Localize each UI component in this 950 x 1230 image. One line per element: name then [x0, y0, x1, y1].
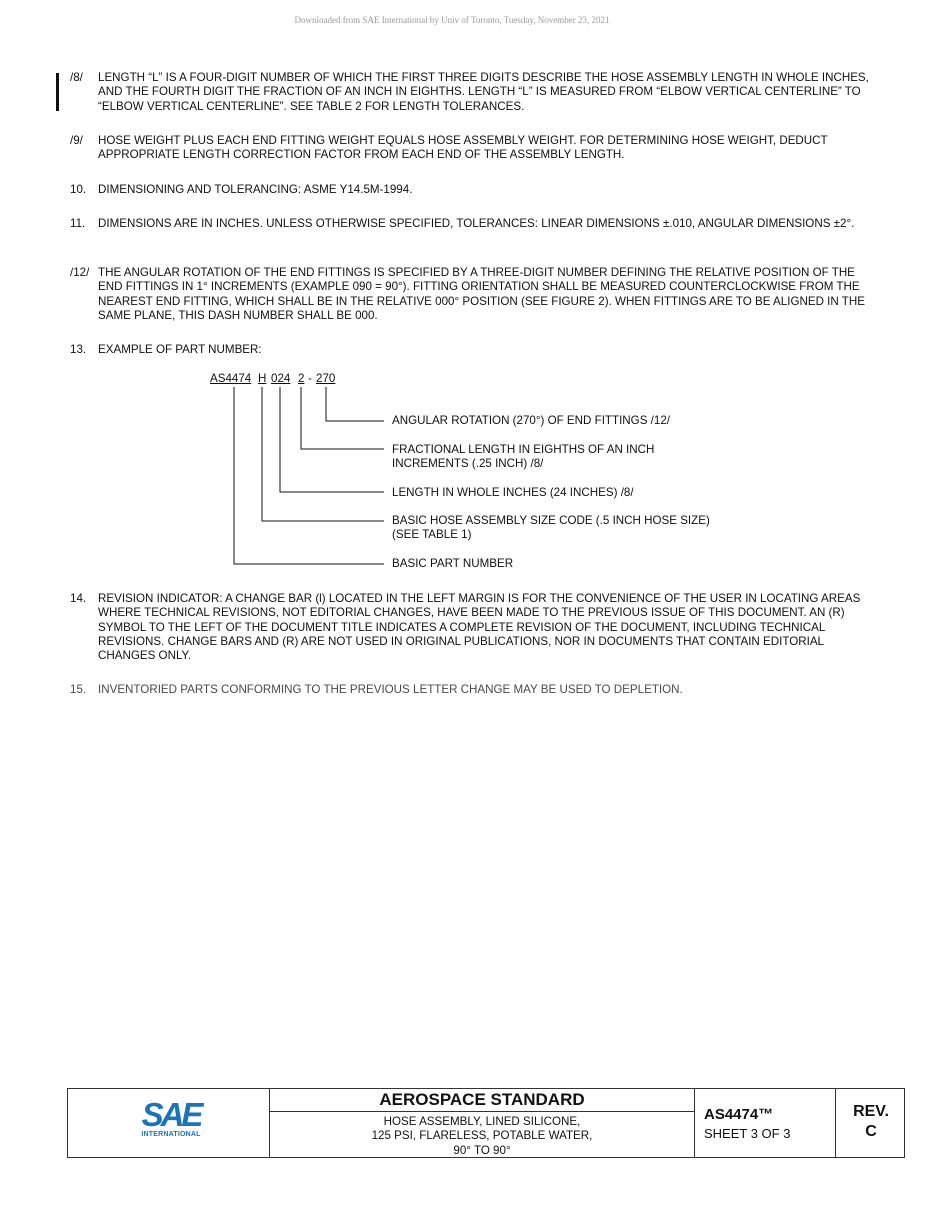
title-block-number-cell: [695, 1089, 836, 1157]
callout-fraction: [392, 443, 654, 472]
standard-heading: AEROSPACE STANDARD: [270, 1089, 694, 1112]
note-text: DIMENSIONS ARE IN INCHES. UNLESS OTHERWISE SPECIFIED, TOLERANCES: LINEAR DIMENSIONS ±.010, ANGULAR DIMENSIONS ±2°.: [98, 217, 855, 230]
sae-logo: [136, 1096, 206, 1145]
sae-logo-letters: SAE: [141, 1096, 201, 1133]
note-text: DIMENSIONING AND TOLERANCING: ASME Y14.5M-1994.: [98, 183, 413, 196]
callout-rotation: ANGULAR ROTATION (270°) OF END FITTINGS /12/: [392, 414, 670, 427]
pn-fraction: 2: [298, 372, 305, 385]
pn-size-code: H: [258, 372, 267, 385]
note-number: 15.: [70, 683, 87, 696]
pn-rotation: 270: [316, 372, 336, 385]
note-text: LENGTH “L” IS A FOUR-DIGIT NUMBER OF WHICH THE FIRST THREE DIGITS DESCRIBE THE HOSE ASSEMBLY LENGTH IN WHOLE INCHES, AND THE FOURTH DIGIT THE FRACTION OF AN INCH IN EIGHTHS. LENGTH “L” IS MEASURED FROM “ELBOW VERTICAL CENTERLINE” TO “ELBOW VERTICAL CENTERLINE”. SEE TABLE 2 FOR LENGTH TOLERANCES.: [98, 71, 869, 113]
title-block-rev-cell: [836, 1089, 906, 1157]
pn-base: AS4474: [210, 372, 252, 385]
document-subtitle: [270, 1112, 694, 1158]
note-text: EXAMPLE OF PART NUMBER:: [98, 343, 262, 356]
note-number: /12/: [70, 266, 90, 279]
sae-logo-subtitle: INTERNATIONAL: [141, 1131, 201, 1138]
title-block-logo-cell: [68, 1089, 270, 1157]
subtitle-line-2: 125 PSI, FLARELESS, POTABLE WATER,: [371, 1129, 593, 1143]
note-number: /9/: [70, 134, 83, 147]
revision-value: C: [865, 1123, 877, 1140]
note-number: 13.: [70, 343, 87, 356]
note-number: 14.: [70, 592, 87, 605]
note-text: HOSE WEIGHT PLUS EACH END FITTING WEIGHT EQUALS HOSE ASSEMBLY WEIGHT. FOR DETERMINING HOSE WEIGHT, DEDUCT APPROPRIATE LENGTH CORRECTION FACTOR FROM EACH END OF THE ASSEMBLY LENGTH.: [98, 134, 828, 162]
note-text: REVISION INDICATOR: A CHANGE BAR (l) LOCATED IN THE LEFT MARGIN IS FOR THE CONVENIENCE OF THE USER IN LOCATING AREAS WHERE TECHNICAL REVISIONS, NOT EDITORIAL CHANGES, HAVE BEEN MADE TO THE PREVIOUS ISSUE OF THIS DOCUMENT. AN (R) SYMBOL TO THE LEFT OF THE DOCUMENT TITLE INDICATES A COMPLETE REVISION OF THE DOCUMENT, INCLUDING TECHNICAL REVISIONS. CHANGE BARS AND (R) ARE NOT USED IN ORIGINAL PUBLICATIONS, NOR IN DOCUMENTS THAT CONTAIN EDITORIAL CHANGES ONLY.: [98, 592, 861, 663]
pn-dash: -: [308, 372, 312, 385]
title-block: [67, 1088, 905, 1158]
callout-fraction-line2: INCREMENTS (.25 INCH) /8/: [392, 457, 544, 471]
note-14: [70, 592, 870, 663]
download-banner: Downloaded from SAE International by Univ of Toronto, Tuesday, November 23, 2021: [294, 15, 610, 25]
callout-fraction-line1: FRACTIONAL LENGTH IN EIGHTHS OF AN INCH: [392, 443, 655, 456]
leader-length: [280, 387, 384, 492]
document-number: AS4474™: [704, 1106, 774, 1123]
callout-size-line1: BASIC HOSE ASSEMBLY SIZE CODE (.5 INCH HOSE SIZE): [392, 514, 710, 527]
title-block-title-cell: [270, 1089, 695, 1157]
subtitle-line-3: 90° TO 90°: [453, 1143, 511, 1157]
callout-size-line2: (SEE TABLE 1): [392, 528, 472, 542]
revision-label: REV.: [853, 1103, 889, 1120]
note-text: INVENTORIED PARTS CONFORMING TO THE PREVIOUS LETTER CHANGE MAY BE USED TO DEPLETION.: [98, 683, 683, 696]
callout-size-code: [392, 514, 710, 543]
pn-length: 024: [271, 372, 291, 385]
subtitle-line-1: HOSE ASSEMBLY, LINED SILICONE,: [383, 1115, 581, 1128]
note-number: /8/: [70, 71, 83, 84]
note-number: 10.: [70, 183, 87, 196]
note-text: THE ANGULAR ROTATION OF THE END FITTINGS IS SPECIFIED BY A THREE-DIGIT NUMBER DEFINING THE RELATIVE POSITION OF THE END FITTINGS IN 1° INCREMENTS (EXAMPLE 090 = 90°). FITTING ORIENTATION SHALL BE MEASURED COUNTERCLOCKWISE FROM THE NEAREST END FITTING, WHICH SHALL BE IN THE RELATIVE 000° POSITION (SEE FIGURE 2). WHEN FITTINGS ARE TO BE ALIGNED IN THE SAME PLANE, THIS DASH NUMBER SHALL BE 000.: [98, 266, 865, 322]
note-number: 11.: [70, 217, 86, 230]
leader-fraction: [301, 387, 384, 449]
sheet-number: SHEET 3 OF 3: [704, 1126, 791, 1141]
leader-rotation: [326, 387, 384, 421]
leader-base: [234, 387, 384, 564]
callout-base: BASIC PART NUMBER: [392, 557, 514, 570]
callout-length: LENGTH IN WHOLE INCHES (24 INCHES) /8/: [392, 486, 634, 499]
note-15: [70, 683, 870, 697]
